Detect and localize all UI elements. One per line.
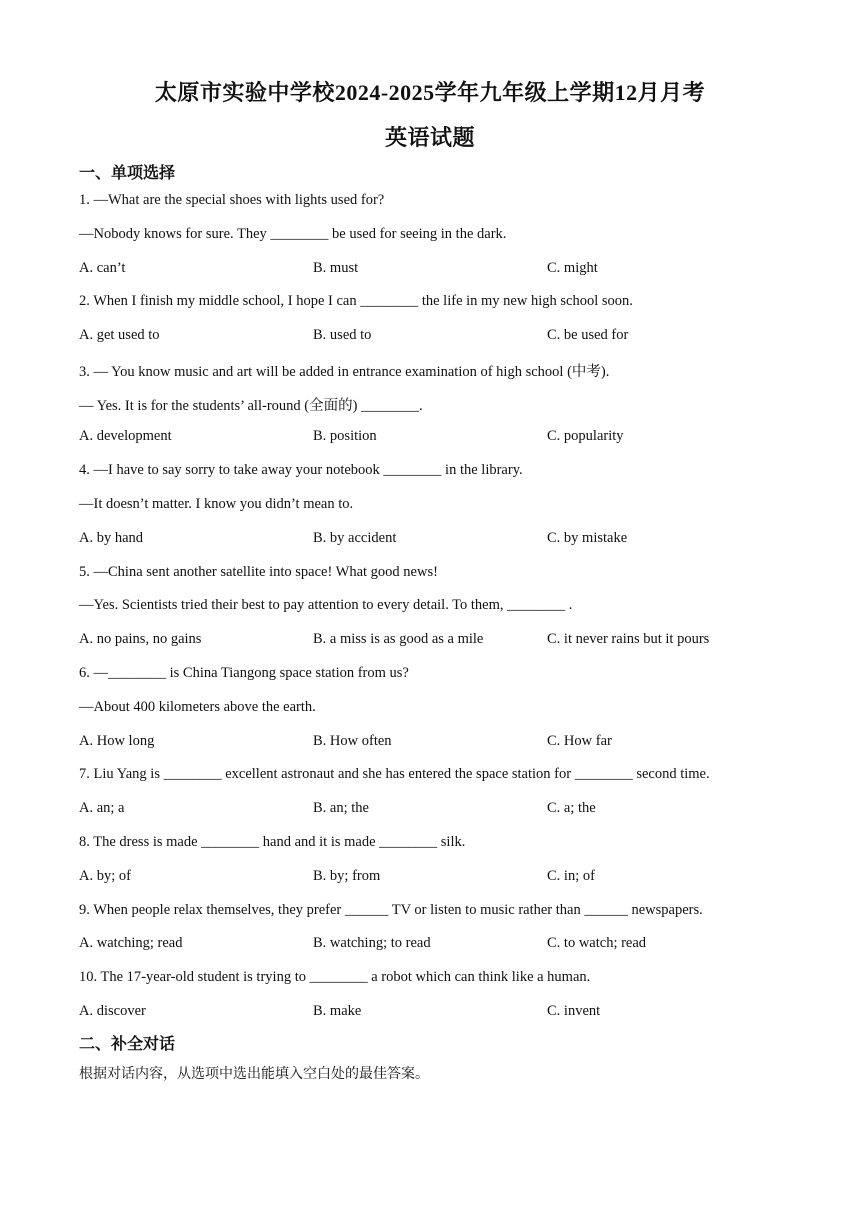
question-7-option-b: B. an; the <box>313 800 369 816</box>
question-7-line-1: 7. Liu Yang is ________ excellent astronaut and she has entered the space station for ________ second time. <box>79 766 710 782</box>
question-2-option-b: B. used to <box>313 327 372 343</box>
question-9-option-c: C. to watch; read <box>547 935 647 951</box>
question-5-line-2: —Yes. Scientists tried their best to pay attention to every detail. To them, ________ . <box>79 597 573 613</box>
question-3-line-1: 3. — You know music and art will be added in entrance examination of high school (中考). <box>79 364 610 380</box>
question-4-line-1: 4. —I have to say sorry to take away your notebook ________ in the library. <box>79 462 523 478</box>
question-2-option-a: A. get used to <box>79 327 160 343</box>
question-3-option-c: C. popularity <box>547 428 624 444</box>
question-8-option-a: A. by; of <box>79 868 131 884</box>
question-1-option-a: A. can’t <box>79 260 126 276</box>
question-8-line-1: 8. The dress is made ________ hand and it is made ________ silk. <box>79 834 466 850</box>
question-10-option-a: A. discover <box>79 1003 146 1019</box>
question-10-line-1: 10. The 17-year-old student is trying to ________ a robot which can think like a human. <box>79 969 591 985</box>
question-2-option-c: C. be used for <box>547 327 629 343</box>
question-6-line-1: 6. —________ is China Tiangong space station from us? <box>79 665 409 681</box>
question-6-option-b: B. How often <box>313 733 392 749</box>
question-5-line-1: 5. —China sent another satellite into space! What good news! <box>79 564 438 580</box>
section-heading-dialogue: 二、补全对话 <box>79 1034 176 1053</box>
question-3-option-b: B. position <box>313 428 377 444</box>
exam-title: 太原市实验中学校2024-2025学年九年级上学期12月月考 <box>154 80 706 105</box>
question-4-option-c: C. by mistake <box>547 530 628 546</box>
question-5-option-b: B. a miss is as good as a mile <box>313 631 484 647</box>
question-2-line-1: 2. When I finish my middle school, I hope I can ________ the life in my new high school soon. <box>79 293 633 309</box>
question-6-line-2: —About 400 kilometers above the earth. <box>79 699 316 715</box>
question-10-option-b: B. make <box>313 1003 362 1019</box>
question-8-option-c: C. in; of <box>547 868 595 884</box>
question-1-line-1: 1. —What are the special shoes with lights used for? <box>79 192 385 208</box>
question-8-option-b: B. by; from <box>313 868 381 884</box>
exam-subject: 英语试题 <box>384 125 475 150</box>
question-7-option-a: A. an; a <box>79 800 125 816</box>
question-6-option-a: A. How long <box>79 733 155 749</box>
question-4-line-2: —It doesn’t matter. I know you didn’t mean to. <box>79 496 354 512</box>
question-9-option-b: B. watching; to read <box>313 935 431 951</box>
question-3-line-2: — Yes. It is for the students’ all-round (全面的) ________. <box>79 398 423 414</box>
question-6-option-c: C. How far <box>547 733 612 749</box>
question-5-option-c: C. it never rains but it pours <box>547 631 710 647</box>
question-4-option-b: B. by accident <box>313 530 397 546</box>
question-9-line-1: 9. When people relax themselves, they prefer ______ TV or listen to music rather than ______ newspapers. <box>79 902 703 918</box>
question-9-option-a: A. watching; read <box>79 935 183 951</box>
question-1-line-2: —Nobody knows for sure. They ________ be used for seeing in the dark. <box>79 226 507 242</box>
question-10-option-c: C. invent <box>547 1003 601 1019</box>
question-1-option-b: B. must <box>313 260 359 276</box>
question-7-option-c: C. a; the <box>547 800 596 816</box>
question-3-option-a: A. development <box>79 428 172 444</box>
section-instruction: 根据对话内容，从选项中选出能填入空白处的最佳答案。 <box>79 1066 429 1082</box>
question-1-option-c: C. might <box>547 260 598 276</box>
section-heading-single-choice: 一、单项选择 <box>79 163 176 182</box>
question-5-option-a: A. no pains, no gains <box>79 631 202 647</box>
question-4-option-a: A. by hand <box>79 530 144 546</box>
